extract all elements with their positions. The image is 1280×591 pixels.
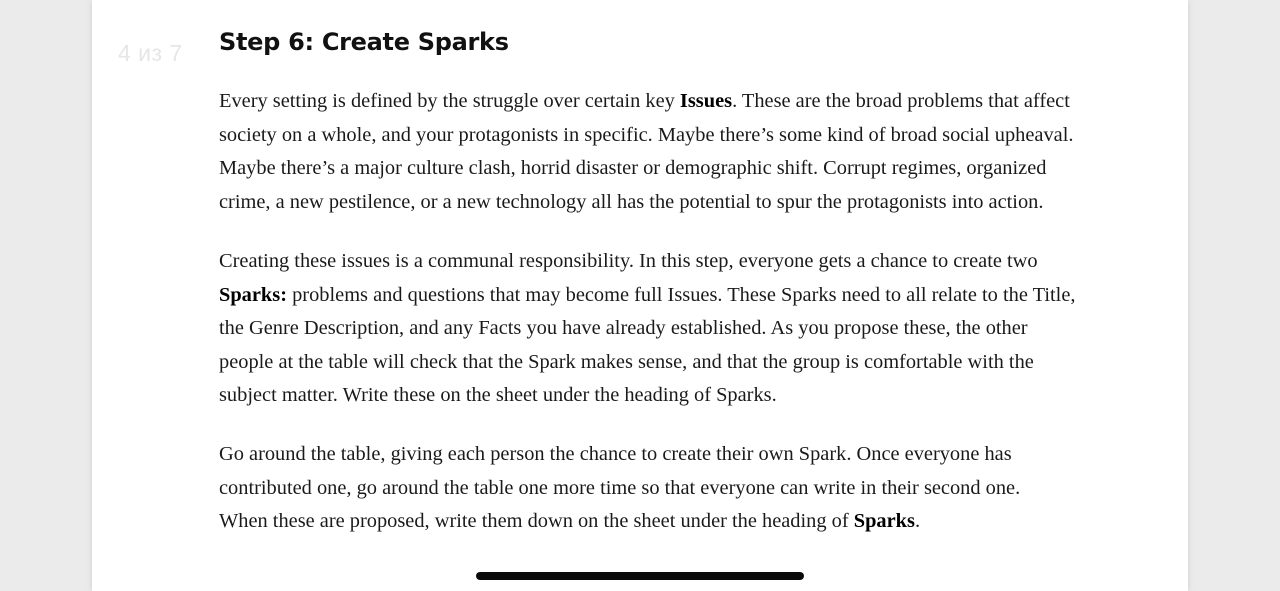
text-line: crime, a new pestilence, or a new technology all has the potential to spur the protagonists into action.	[219, 190, 1044, 213]
text-line: Maybe there’s a major culture clash, horrid disaster or demographic shift. Corrupt regimes, organized	[219, 157, 1047, 180]
text-line: the Genre Description, and any Facts you have already established. As you propose these, the other	[219, 317, 1028, 340]
paragraph-go-around	[219, 438, 1059, 539]
text-line	[219, 279, 1076, 313]
paragraph-sparks-intro	[219, 245, 1076, 413]
text-line	[219, 85, 1070, 119]
bold-term-sparks: Sparks	[853, 510, 915, 533]
text-run: Every setting is defined by the struggle over certain key	[219, 90, 680, 112]
text-run: problems and questions that may become full Issues. These Sparks need to all relate to the Title,	[287, 283, 1076, 306]
text-line: society on a whole, and your protagonists in specific. Maybe there’s some kind of broad social upheaval.	[219, 123, 1074, 146]
bold-term-issues: Issues	[679, 90, 733, 112]
text-line: people at the table will check that the Spark makes sense, and that the group is comfortable with the	[219, 350, 1034, 373]
text-line: Creating these issues is a communal responsibility. In this step, everyone gets a chance to create two	[219, 250, 1038, 272]
text-run: .	[914, 510, 921, 533]
text-line	[219, 505, 1059, 539]
section-heading: Step 6: Create Sparks	[219, 28, 509, 56]
text-line: subject matter. Write these on the sheet under the heading of Sparks.	[219, 384, 777, 407]
page-indicator: 4 из 7	[118, 40, 183, 66]
bold-term-sparks: Sparks:	[219, 283, 287, 306]
text-line: contributed one, go around the table one more time so that everyone can write in their second one.	[219, 476, 1021, 499]
paragraph-issues	[219, 85, 1074, 219]
home-indicator-bar[interactable]	[476, 572, 804, 580]
text-run: When these are proposed, write them down on the sheet under the heading of	[219, 510, 854, 533]
text-line: Go around the table, giving each person the chance to create their own Spark. Once everyone has	[219, 443, 1012, 465]
text-run: . These are the broad problems that affect	[732, 90, 1070, 112]
